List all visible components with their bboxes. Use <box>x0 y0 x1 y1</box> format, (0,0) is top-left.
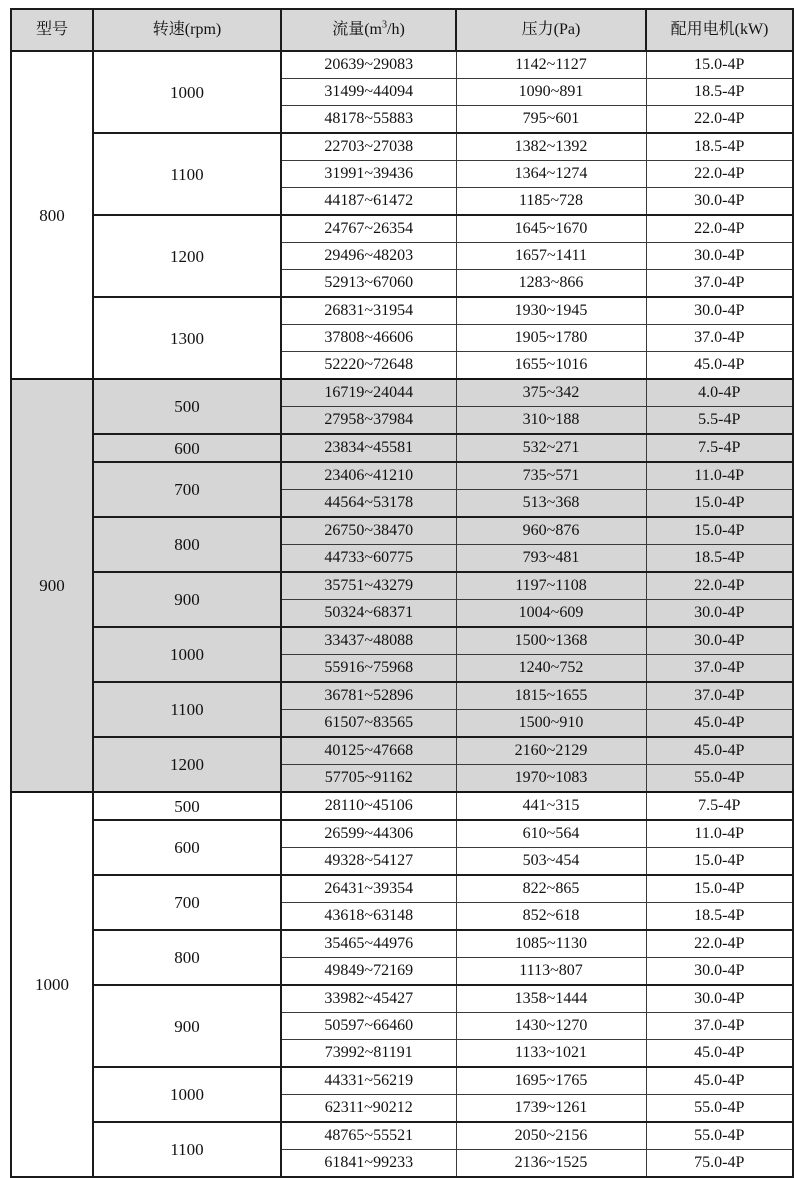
table-row <box>11 51 793 79</box>
motor-cell: 55.0-4P <box>646 1122 793 1150</box>
model-cell: 1000 <box>11 792 93 1177</box>
pressure-cell: 1364~1274 <box>456 161 646 188</box>
table-row <box>11 737 793 765</box>
flow-cell: 49328~54127 <box>281 848 456 876</box>
flow-cell: 36781~52896 <box>281 682 456 710</box>
pressure-cell: 1500~1368 <box>456 627 646 655</box>
pressure-cell: 1970~1083 <box>456 765 646 793</box>
speed-cell: 1100 <box>93 1122 281 1177</box>
speed-cell: 1000 <box>93 1067 281 1122</box>
table-row <box>11 462 793 490</box>
motor-cell: 55.0-4P <box>646 765 793 793</box>
speed-cell: 900 <box>93 572 281 627</box>
table-row <box>11 133 793 161</box>
pressure-cell: 2050~2156 <box>456 1122 646 1150</box>
flow-cell: 26831~31954 <box>281 297 456 325</box>
pressure-cell: 532~271 <box>456 434 646 462</box>
pressure-cell: 375~342 <box>456 379 646 407</box>
flow-cell: 35751~43279 <box>281 572 456 600</box>
table-row <box>11 985 793 1013</box>
pressure-cell: 1905~1780 <box>456 325 646 352</box>
motor-cell: 37.0-4P <box>646 325 793 352</box>
flow-cell: 35465~44976 <box>281 930 456 958</box>
pressure-cell: 1930~1945 <box>456 297 646 325</box>
flow-cell: 49849~72169 <box>281 958 456 986</box>
speed-cell: 1100 <box>93 682 281 737</box>
pressure-cell: 1657~1411 <box>456 243 646 270</box>
flow-cell: 29496~48203 <box>281 243 456 270</box>
motor-cell: 11.0-4P <box>646 462 793 490</box>
speed-cell: 500 <box>93 792 281 820</box>
motor-cell: 37.0-4P <box>646 655 793 683</box>
motor-cell: 22.0-4P <box>646 106 793 134</box>
flow-cell: 44733~60775 <box>281 545 456 573</box>
pressure-cell: 960~876 <box>456 517 646 545</box>
motor-cell: 45.0-4P <box>646 1067 793 1095</box>
table-row <box>11 820 793 848</box>
flow-cell: 24767~26354 <box>281 215 456 243</box>
pressure-cell: 1004~609 <box>456 600 646 628</box>
pressure-cell: 1655~1016 <box>456 352 646 380</box>
motor-cell: 15.0-4P <box>646 875 793 903</box>
pressure-cell: 822~865 <box>456 875 646 903</box>
motor-cell: 7.5-4P <box>646 434 793 462</box>
table-row <box>11 434 793 462</box>
flow-cell: 28110~45106 <box>281 792 456 820</box>
motor-cell: 45.0-4P <box>646 710 793 738</box>
table-row <box>11 1122 793 1150</box>
motor-cell: 30.0-4P <box>646 600 793 628</box>
speed-cell: 1100 <box>93 133 281 215</box>
pressure-cell: 1500~910 <box>456 710 646 738</box>
motor-cell: 18.5-4P <box>646 133 793 161</box>
header-cell-speed: 转速(rpm) <box>93 9 281 51</box>
table-row <box>11 297 793 325</box>
header-cell-motor: 配用电机(kW) <box>646 9 793 51</box>
motor-cell: 55.0-4P <box>646 1095 793 1123</box>
flow-cell: 26599~44306 <box>281 820 456 848</box>
motor-cell: 37.0-4P <box>646 682 793 710</box>
spec-table <box>10 8 794 1178</box>
flow-cell: 52913~67060 <box>281 270 456 298</box>
pressure-cell: 1240~752 <box>456 655 646 683</box>
flow-cell: 37808~46606 <box>281 325 456 352</box>
motor-cell: 11.0-4P <box>646 820 793 848</box>
speed-cell: 500 <box>93 379 281 434</box>
speed-cell: 800 <box>93 517 281 572</box>
motor-cell: 22.0-4P <box>646 215 793 243</box>
header-flow-suffix: /h) <box>387 21 405 38</box>
motor-cell: 22.0-4P <box>646 161 793 188</box>
header-cell-pressure: 压力(Pa) <box>456 9 646 51</box>
motor-cell: 15.0-4P <box>646 490 793 518</box>
pressure-cell: 513~368 <box>456 490 646 518</box>
motor-cell: 45.0-4P <box>646 352 793 380</box>
table-row <box>11 792 793 820</box>
motor-cell: 37.0-4P <box>646 1013 793 1040</box>
table-row <box>11 572 793 600</box>
table-row <box>11 1067 793 1095</box>
flow-cell: 61841~99233 <box>281 1150 456 1178</box>
pressure-cell: 2136~1525 <box>456 1150 646 1178</box>
flow-cell: 16719~24044 <box>281 379 456 407</box>
speed-cell: 600 <box>93 434 281 462</box>
pressure-cell: 1382~1392 <box>456 133 646 161</box>
pressure-cell: 610~564 <box>456 820 646 848</box>
flow-cell: 44331~56219 <box>281 1067 456 1095</box>
header-row <box>11 9 793 51</box>
motor-cell: 4.0-4P <box>646 379 793 407</box>
pressure-cell: 1815~1655 <box>456 682 646 710</box>
flow-cell: 48178~55883 <box>281 106 456 134</box>
pressure-cell: 1085~1130 <box>456 930 646 958</box>
speed-cell: 1300 <box>93 297 281 379</box>
speed-cell: 700 <box>93 875 281 930</box>
flow-cell: 27958~37984 <box>281 407 456 435</box>
speed-cell: 1200 <box>93 737 281 792</box>
motor-cell: 30.0-4P <box>646 243 793 270</box>
motor-cell: 75.0-4P <box>646 1150 793 1178</box>
motor-cell: 7.5-4P <box>646 792 793 820</box>
speed-cell: 1000 <box>93 51 281 133</box>
flow-cell: 20639~29083 <box>281 51 456 79</box>
pressure-cell: 735~571 <box>456 462 646 490</box>
pressure-cell: 795~601 <box>456 106 646 134</box>
flow-cell: 43618~63148 <box>281 903 456 931</box>
pressure-cell: 1113~807 <box>456 958 646 986</box>
motor-cell: 30.0-4P <box>646 188 793 216</box>
speed-cell: 1000 <box>93 627 281 682</box>
pressure-cell: 2160~2129 <box>456 737 646 765</box>
flow-cell: 52220~72648 <box>281 352 456 380</box>
pressure-cell: 1430~1270 <box>456 1013 646 1040</box>
pressure-cell: 503~454 <box>456 848 646 876</box>
motor-cell: 30.0-4P <box>646 297 793 325</box>
model-cell: 800 <box>11 51 93 379</box>
pressure-cell: 1142~1127 <box>456 51 646 79</box>
table-row <box>11 379 793 407</box>
motor-cell: 18.5-4P <box>646 903 793 931</box>
flow-cell: 50324~68371 <box>281 600 456 628</box>
table-row <box>11 517 793 545</box>
header-cell-flow <box>281 9 456 51</box>
flow-cell: 55916~75968 <box>281 655 456 683</box>
pressure-cell: 793~481 <box>456 545 646 573</box>
motor-cell: 30.0-4P <box>646 985 793 1013</box>
motor-cell: 18.5-4P <box>646 545 793 573</box>
motor-cell: 45.0-4P <box>646 737 793 765</box>
table-row <box>11 627 793 655</box>
motor-cell: 15.0-4P <box>646 848 793 876</box>
table-row <box>11 682 793 710</box>
table-header <box>11 9 793 51</box>
speed-cell: 900 <box>93 985 281 1067</box>
motor-cell: 5.5-4P <box>646 407 793 435</box>
flow-cell: 26750~38470 <box>281 517 456 545</box>
motor-cell: 37.0-4P <box>646 270 793 298</box>
pressure-cell: 310~188 <box>456 407 646 435</box>
motor-cell: 18.5-4P <box>646 79 793 106</box>
model-cell: 900 <box>11 379 93 792</box>
flow-cell: 48765~55521 <box>281 1122 456 1150</box>
flow-cell: 31991~39436 <box>281 161 456 188</box>
pressure-cell: 441~315 <box>456 792 646 820</box>
flow-cell: 61507~83565 <box>281 710 456 738</box>
flow-cell: 50597~66460 <box>281 1013 456 1040</box>
pressure-cell: 1358~1444 <box>456 985 646 1013</box>
pressure-cell: 1133~1021 <box>456 1040 646 1068</box>
speed-cell: 800 <box>93 930 281 985</box>
pressure-cell: 1739~1261 <box>456 1095 646 1123</box>
flow-cell: 22703~27038 <box>281 133 456 161</box>
header-flow-prefix: 流量(m <box>332 21 382 38</box>
flow-cell: 57705~91162 <box>281 765 456 793</box>
motor-cell: 45.0-4P <box>646 1040 793 1068</box>
flow-cell: 44564~53178 <box>281 490 456 518</box>
speed-cell: 700 <box>93 462 281 517</box>
header-flow-superscript: 3 <box>382 19 387 31</box>
table-row <box>11 930 793 958</box>
motor-cell: 22.0-4P <box>646 572 793 600</box>
table-row <box>11 875 793 903</box>
pressure-cell: 1695~1765 <box>456 1067 646 1095</box>
pressure-cell: 852~618 <box>456 903 646 931</box>
pressure-cell: 1197~1108 <box>456 572 646 600</box>
motor-cell: 30.0-4P <box>646 627 793 655</box>
flow-cell: 26431~39354 <box>281 875 456 903</box>
motor-cell: 15.0-4P <box>646 517 793 545</box>
header-cell-model: 型号 <box>11 9 93 51</box>
table-row <box>11 215 793 243</box>
pressure-cell: 1283~866 <box>456 270 646 298</box>
flow-cell: 33982~45427 <box>281 985 456 1013</box>
flow-cell: 40125~47668 <box>281 737 456 765</box>
pressure-cell: 1090~891 <box>456 79 646 106</box>
flow-cell: 73992~81191 <box>281 1040 456 1068</box>
flow-cell: 23834~45581 <box>281 434 456 462</box>
motor-cell: 15.0-4P <box>646 51 793 79</box>
flow-cell: 44187~61472 <box>281 188 456 216</box>
flow-cell: 33437~48088 <box>281 627 456 655</box>
flow-cell: 62311~90212 <box>281 1095 456 1123</box>
flow-cell: 31499~44094 <box>281 79 456 106</box>
table-body <box>11 51 793 1177</box>
motor-cell: 22.0-4P <box>646 930 793 958</box>
pressure-cell: 1645~1670 <box>456 215 646 243</box>
speed-cell: 600 <box>93 820 281 875</box>
speed-cell: 1200 <box>93 215 281 297</box>
flow-cell: 23406~41210 <box>281 462 456 490</box>
pressure-cell: 1185~728 <box>456 188 646 216</box>
motor-cell: 30.0-4P <box>646 958 793 986</box>
